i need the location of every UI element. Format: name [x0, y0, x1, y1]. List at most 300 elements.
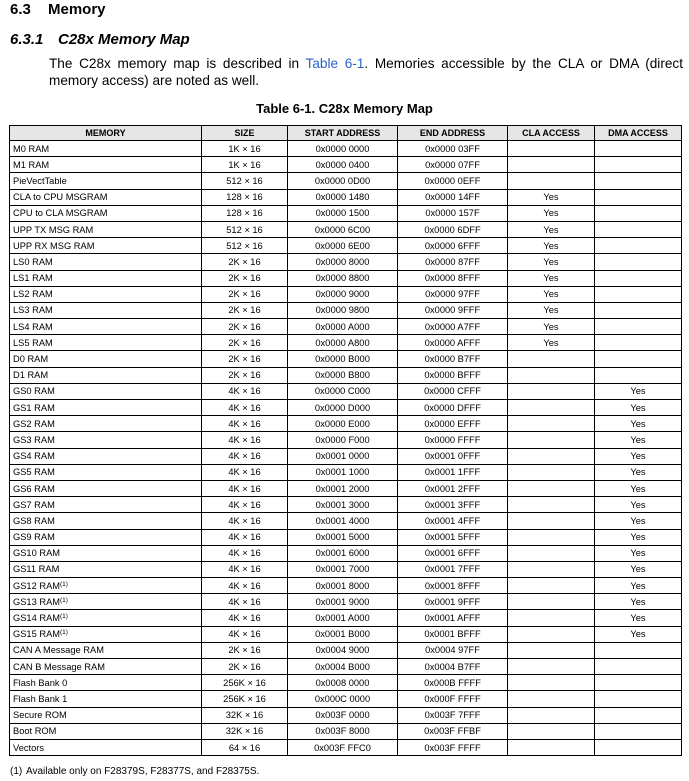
table-row	[10, 173, 682, 189]
start-address-cell	[288, 626, 398, 642]
end-address-cell	[398, 383, 508, 399]
memory-cell-text: UPP TX MSG RAM	[13, 224, 94, 235]
start-address-cell-text: 0x0001 3000	[315, 499, 370, 510]
cla-access-cell	[508, 189, 595, 205]
dma-access-cell-text: Yes	[630, 580, 646, 591]
memory-cell-text: UPP RX MSG RAM	[13, 240, 95, 251]
start-address-cell-text: 0x0000 8800	[315, 273, 370, 284]
cla-access-cell	[508, 254, 595, 270]
memory-cell-text: GS8 RAM	[13, 515, 55, 526]
start-address-cell-text: 0x0000 6E00	[315, 240, 370, 251]
end-address-cell-text: 0x0001 6FFF	[424, 548, 481, 559]
memory-cell-text: GS3 RAM	[13, 434, 55, 445]
dma-access-cell	[595, 351, 682, 367]
start-address-cell	[288, 367, 398, 383]
start-address-cell-text: 0x0001 2000	[315, 483, 370, 494]
end-address-cell-text: 0x0000 AFFF	[424, 337, 481, 348]
end-address-cell	[398, 707, 508, 723]
start-address-cell	[288, 448, 398, 464]
memory-cell-text: LS4 RAM	[13, 321, 53, 332]
size-cell	[202, 448, 288, 464]
size-cell	[202, 513, 288, 529]
cla-access-cell	[508, 302, 595, 318]
start-address-cell	[288, 659, 398, 675]
cla-access-cell	[508, 319, 595, 335]
start-address-cell	[288, 707, 398, 723]
start-address-cell	[288, 286, 398, 302]
table-reference-link[interactable]: Table 6-1	[305, 56, 365, 71]
start-address-cell-text: 0x0000 0D00	[314, 175, 371, 186]
table-row	[10, 400, 682, 416]
size-cell-text: 512 × 16	[226, 240, 263, 251]
cla-access-cell	[508, 545, 595, 561]
table-row	[10, 578, 682, 594]
start-address-cell	[288, 513, 398, 529]
memory-cell	[10, 578, 202, 594]
end-address-cell	[398, 561, 508, 577]
start-address-cell	[288, 561, 398, 577]
memory-cell	[10, 335, 202, 351]
table-row	[10, 270, 682, 286]
memory-cell	[10, 659, 202, 675]
size-cell-text: 4K × 16	[228, 613, 261, 624]
size-cell	[202, 497, 288, 513]
end-address-cell-text: 0x0004 97FF	[425, 645, 480, 656]
start-address-cell	[288, 416, 398, 432]
dma-access-cell	[595, 594, 682, 610]
dma-access-cell	[595, 205, 682, 221]
size-cell-text: 4K × 16	[228, 580, 261, 591]
table-row	[10, 513, 682, 529]
table-row	[10, 545, 682, 561]
cla-access-cell-text: Yes	[543, 192, 559, 203]
end-address-cell	[398, 157, 508, 173]
dma-access-cell-text: Yes	[630, 434, 646, 445]
memory-cell-text: GS15 RAM	[13, 629, 61, 640]
dma-access-cell-text: Yes	[630, 483, 646, 494]
memory-cell	[10, 561, 202, 577]
memory-cell-text: LS3 RAM	[13, 305, 53, 316]
cla-access-cell	[508, 723, 595, 739]
table-row	[10, 675, 682, 691]
size-cell-text: 4K × 16	[228, 596, 261, 607]
table-row	[10, 335, 682, 351]
end-address-cell-text: 0x0000 EFFF	[424, 418, 481, 429]
end-address-cell	[398, 319, 508, 335]
end-address-cell	[398, 578, 508, 594]
start-address-cell	[288, 497, 398, 513]
dma-access-cell-text: Yes	[630, 613, 646, 624]
table-row	[10, 642, 682, 658]
cla-access-cell	[508, 141, 595, 157]
header-size: SIZE	[202, 126, 288, 141]
end-address-cell	[398, 335, 508, 351]
table-row	[10, 141, 682, 157]
cla-access-cell	[508, 513, 595, 529]
dma-access-cell-text: Yes	[630, 548, 646, 559]
memory-cell-text: LS0 RAM	[13, 256, 53, 267]
start-address-cell-text: 0x000C 0000	[314, 693, 371, 704]
cla-access-cell	[508, 335, 595, 351]
memory-cell	[10, 383, 202, 399]
size-cell-text: 4K × 16	[228, 402, 261, 413]
end-address-cell-text: 0x0000 97FF	[425, 289, 480, 300]
subsection-heading	[10, 31, 190, 48]
table-header-row	[10, 126, 682, 141]
end-address-cell-text: 0x000B FFFF	[424, 677, 481, 688]
size-cell-text: 1K × 16	[228, 143, 261, 154]
start-address-cell-text: 0x0001 7000	[315, 564, 370, 575]
end-address-cell-text: 0x0000 6DFF	[424, 224, 481, 235]
size-cell-text: 256K × 16	[223, 677, 266, 688]
dma-access-cell	[595, 221, 682, 237]
table-row	[10, 561, 682, 577]
end-address-cell	[398, 351, 508, 367]
memory-cell-text: GS2 RAM	[13, 418, 55, 429]
dma-access-cell-text: Yes	[630, 596, 646, 607]
end-address-cell-text: 0x0001 9FFF	[424, 596, 481, 607]
start-address-cell-text: 0x0001 A000	[315, 613, 370, 624]
end-address-cell	[398, 238, 508, 254]
start-address-cell	[288, 642, 398, 658]
size-cell-text: 2K × 16	[228, 256, 261, 267]
table-row	[10, 351, 682, 367]
intro-text-after: . Memories accessible by the CLA or DMA (direct memory access) are noted as well.	[49, 56, 683, 88]
start-address-cell-text: 0x0000 6C00	[314, 224, 371, 235]
cla-access-cell	[508, 383, 595, 399]
size-cell-text: 32K × 16	[225, 710, 264, 721]
start-address-cell	[288, 157, 398, 173]
size-cell	[202, 319, 288, 335]
table-row	[10, 497, 682, 513]
start-address-cell-text: 0x0000 1500	[315, 208, 370, 219]
end-address-cell	[398, 513, 508, 529]
memory-cell-text: GS13 RAM	[13, 596, 61, 607]
memory-cell	[10, 221, 202, 237]
size-cell-text: 2K × 16	[228, 370, 261, 381]
end-address-cell	[398, 254, 508, 270]
start-address-cell-text: 0x0000 1480	[315, 192, 370, 203]
memory-cell	[10, 545, 202, 561]
table-row	[10, 302, 682, 318]
footnote-reference: (1)	[60, 613, 68, 621]
end-address-cell	[398, 416, 508, 432]
size-cell	[202, 221, 288, 237]
cla-access-cell	[508, 270, 595, 286]
cla-access-cell-text: Yes	[543, 273, 559, 284]
size-cell	[202, 141, 288, 157]
memory-cell-text: GS4 RAM	[13, 451, 55, 462]
size-cell	[202, 302, 288, 318]
table-caption: Table 6-1. C28x Memory Map	[256, 101, 433, 116]
end-address-cell-text: 0x003F 7FFF	[424, 710, 481, 721]
cla-access-cell	[508, 626, 595, 642]
dma-access-cell	[595, 189, 682, 205]
size-cell-text: 512 × 16	[226, 224, 263, 235]
size-cell	[202, 691, 288, 707]
memory-cell-text: LS1 RAM	[13, 273, 53, 284]
memory-cell	[10, 351, 202, 367]
start-address-cell	[288, 480, 398, 496]
start-address-cell-text: 0x0000 C000	[314, 386, 371, 397]
start-address-cell	[288, 723, 398, 739]
cla-access-cell	[508, 157, 595, 173]
header-dma-access: DMA ACCESS	[595, 126, 682, 141]
dma-access-cell	[595, 254, 682, 270]
end-address-cell-text: 0x003F FFFF	[424, 742, 481, 753]
start-address-cell	[288, 400, 398, 416]
end-address-cell-text: 0x0001 AFFF	[424, 613, 481, 624]
start-address-cell-text: 0x0001 4000	[315, 515, 370, 526]
cla-access-cell	[508, 561, 595, 577]
intro-paragraph	[49, 56, 683, 89]
cla-access-cell-text: Yes	[543, 321, 559, 332]
end-address-cell	[398, 723, 508, 739]
start-address-cell-text: 0x0000 A000	[315, 321, 370, 332]
cla-access-cell	[508, 610, 595, 626]
start-address-cell-text: 0x0000 E000	[315, 418, 370, 429]
size-cell-text: 4K × 16	[228, 532, 261, 543]
dma-access-cell	[595, 659, 682, 675]
memory-cell	[10, 302, 202, 318]
cla-access-cell-text: Yes	[543, 337, 559, 348]
cla-access-cell	[508, 286, 595, 302]
size-cell-text: 32K × 16	[225, 726, 264, 737]
memory-cell	[10, 319, 202, 335]
table-row	[10, 319, 682, 335]
size-cell	[202, 480, 288, 496]
dma-access-cell	[595, 723, 682, 739]
size-cell-text: 512 × 16	[226, 175, 263, 186]
table-row	[10, 432, 682, 448]
footnote-mark: (1)	[10, 766, 23, 777]
size-cell-text: 256K × 16	[223, 693, 266, 704]
size-cell	[202, 561, 288, 577]
cla-access-cell	[508, 351, 595, 367]
start-address-cell-text: 0x0008 0000	[315, 677, 370, 688]
dma-access-cell	[595, 319, 682, 335]
dma-access-cell	[595, 464, 682, 480]
memory-cell	[10, 141, 202, 157]
end-address-cell	[398, 691, 508, 707]
size-cell-text: 1K × 16	[228, 159, 261, 170]
footnote-reference: (1)	[60, 596, 68, 604]
start-address-cell	[288, 319, 398, 335]
dma-access-cell-text: Yes	[630, 532, 646, 543]
size-cell-text: 2K × 16	[228, 645, 261, 656]
memory-cell	[10, 513, 202, 529]
cla-access-cell	[508, 707, 595, 723]
end-address-cell	[398, 270, 508, 286]
memory-cell	[10, 157, 202, 173]
dma-access-cell-text: Yes	[630, 629, 646, 640]
memory-cell-text: Vectors	[13, 742, 45, 753]
cla-access-cell-text: Yes	[543, 289, 559, 300]
size-cell	[202, 464, 288, 480]
cla-access-cell	[508, 448, 595, 464]
size-cell	[202, 642, 288, 658]
end-address-cell	[398, 464, 508, 480]
start-address-cell-text: 0x0001 B000	[315, 629, 370, 640]
end-address-cell-text: 0x0001 1FFF	[424, 467, 481, 478]
end-address-cell	[398, 675, 508, 691]
dma-access-cell	[595, 335, 682, 351]
start-address-cell-text: 0x003F FFC0	[314, 742, 371, 753]
start-address-cell-text: 0x0001 8000	[315, 580, 370, 591]
end-address-cell	[398, 594, 508, 610]
size-cell-text: 4K × 16	[228, 467, 261, 478]
table-row	[10, 205, 682, 221]
end-address-cell	[398, 497, 508, 513]
table-row	[10, 157, 682, 173]
memory-map-table	[9, 125, 682, 756]
start-address-cell	[288, 691, 398, 707]
dma-access-cell	[595, 642, 682, 658]
table-row	[10, 723, 682, 739]
dma-access-cell	[595, 157, 682, 173]
start-address-cell	[288, 270, 398, 286]
start-address-cell-text: 0x0001 0000	[315, 451, 370, 462]
size-cell	[202, 157, 288, 173]
subsection-number: 6.3.1	[10, 31, 44, 48]
start-address-cell	[288, 594, 398, 610]
header-cla-access: CLA ACCESS	[508, 126, 595, 141]
start-address-cell-text: 0x0000 0000	[315, 143, 370, 154]
memory-cell	[10, 205, 202, 221]
memory-cell-text: GS0 RAM	[13, 386, 55, 397]
footnote-reference: (1)	[60, 580, 68, 588]
table-row	[10, 416, 682, 432]
memory-cell	[10, 254, 202, 270]
size-cell-text: 4K × 16	[228, 483, 261, 494]
start-address-cell	[288, 335, 398, 351]
cla-access-cell-text: Yes	[543, 305, 559, 316]
end-address-cell	[398, 141, 508, 157]
memory-cell	[10, 675, 202, 691]
memory-cell-text: GS5 RAM	[13, 467, 55, 478]
end-address-cell-text: 0x0001 7FFF	[424, 564, 481, 575]
size-cell	[202, 610, 288, 626]
table-row	[10, 383, 682, 399]
end-address-cell-text: 0x0000 B7FF	[424, 354, 481, 365]
dma-access-cell	[595, 416, 682, 432]
dma-access-cell-text: Yes	[630, 515, 646, 526]
memory-cell-text: Flash Bank 1	[13, 693, 68, 704]
dma-access-cell-text: Yes	[630, 467, 646, 478]
size-cell-text: 2K × 16	[228, 354, 261, 365]
start-address-cell	[288, 141, 398, 157]
size-cell	[202, 270, 288, 286]
memory-cell	[10, 707, 202, 723]
end-address-cell-text: 0x0000 BFFF	[424, 370, 481, 381]
end-address-cell	[398, 302, 508, 318]
header-memory: MEMORY	[10, 126, 202, 141]
section-title: Memory	[48, 1, 106, 18]
memory-cell	[10, 270, 202, 286]
start-address-cell-text: 0x0001 6000	[315, 548, 370, 559]
size-cell-text: 4K × 16	[228, 434, 261, 445]
memory-cell	[10, 400, 202, 416]
size-cell-text: 4K × 16	[228, 418, 261, 429]
dma-access-cell	[595, 286, 682, 302]
start-address-cell-text: 0x0000 A800	[315, 337, 370, 348]
start-address-cell-text: 0x0004 B000	[315, 661, 370, 672]
end-address-cell	[398, 189, 508, 205]
size-cell	[202, 400, 288, 416]
dma-access-cell	[595, 513, 682, 529]
start-address-cell	[288, 254, 398, 270]
table-row	[10, 529, 682, 545]
start-address-cell	[288, 189, 398, 205]
size-cell	[202, 626, 288, 642]
size-cell-text: 4K × 16	[228, 629, 261, 640]
cla-access-cell	[508, 691, 595, 707]
dma-access-cell-text: Yes	[630, 386, 646, 397]
memory-cell	[10, 238, 202, 254]
size-cell-text: 4K × 16	[228, 451, 261, 462]
dma-access-cell	[595, 610, 682, 626]
start-address-cell-text: 0x0000 8000	[315, 256, 370, 267]
end-address-cell	[398, 286, 508, 302]
end-address-cell	[398, 659, 508, 675]
end-address-cell	[398, 400, 508, 416]
memory-cell	[10, 497, 202, 513]
end-address-cell-text: 0x0000 03FF	[425, 143, 480, 154]
memory-cell	[10, 642, 202, 658]
size-cell	[202, 383, 288, 399]
start-address-cell	[288, 205, 398, 221]
memory-cell-text: CLA to CPU MSGRAM	[13, 192, 108, 203]
start-address-cell	[288, 221, 398, 237]
end-address-cell	[398, 642, 508, 658]
size-cell	[202, 545, 288, 561]
size-cell	[202, 173, 288, 189]
start-address-cell	[288, 351, 398, 367]
cla-access-cell	[508, 497, 595, 513]
end-address-cell	[398, 545, 508, 561]
size-cell	[202, 367, 288, 383]
table-row	[10, 739, 682, 755]
header-start-address: START ADDRESS	[288, 126, 398, 141]
memory-cell	[10, 173, 202, 189]
size-cell-text: 2K × 16	[228, 661, 261, 672]
table-row	[10, 707, 682, 723]
memory-cell	[10, 691, 202, 707]
memory-cell	[10, 367, 202, 383]
dma-access-cell	[595, 626, 682, 642]
size-cell	[202, 254, 288, 270]
size-cell	[202, 723, 288, 739]
memory-cell	[10, 529, 202, 545]
start-address-cell	[288, 739, 398, 755]
size-cell-text: 4K × 16	[228, 515, 261, 526]
size-cell-text: 2K × 16	[228, 321, 261, 332]
intro-text-before: The C28x memory map is described in	[49, 56, 306, 71]
table-row	[10, 367, 682, 383]
dma-access-cell-text: Yes	[630, 418, 646, 429]
size-cell	[202, 335, 288, 351]
end-address-cell-text: 0x0000 6FFF	[424, 240, 481, 251]
size-cell	[202, 286, 288, 302]
memory-cell-text: PieVectTable	[13, 175, 67, 186]
end-address-cell-text: 0x0001 4FFF	[424, 515, 481, 526]
start-address-cell	[288, 610, 398, 626]
cla-access-cell	[508, 464, 595, 480]
end-address-cell	[398, 480, 508, 496]
size-cell	[202, 739, 288, 755]
size-cell-text: 2K × 16	[228, 337, 261, 348]
end-address-cell-text: 0x0001 8FFF	[424, 580, 481, 591]
